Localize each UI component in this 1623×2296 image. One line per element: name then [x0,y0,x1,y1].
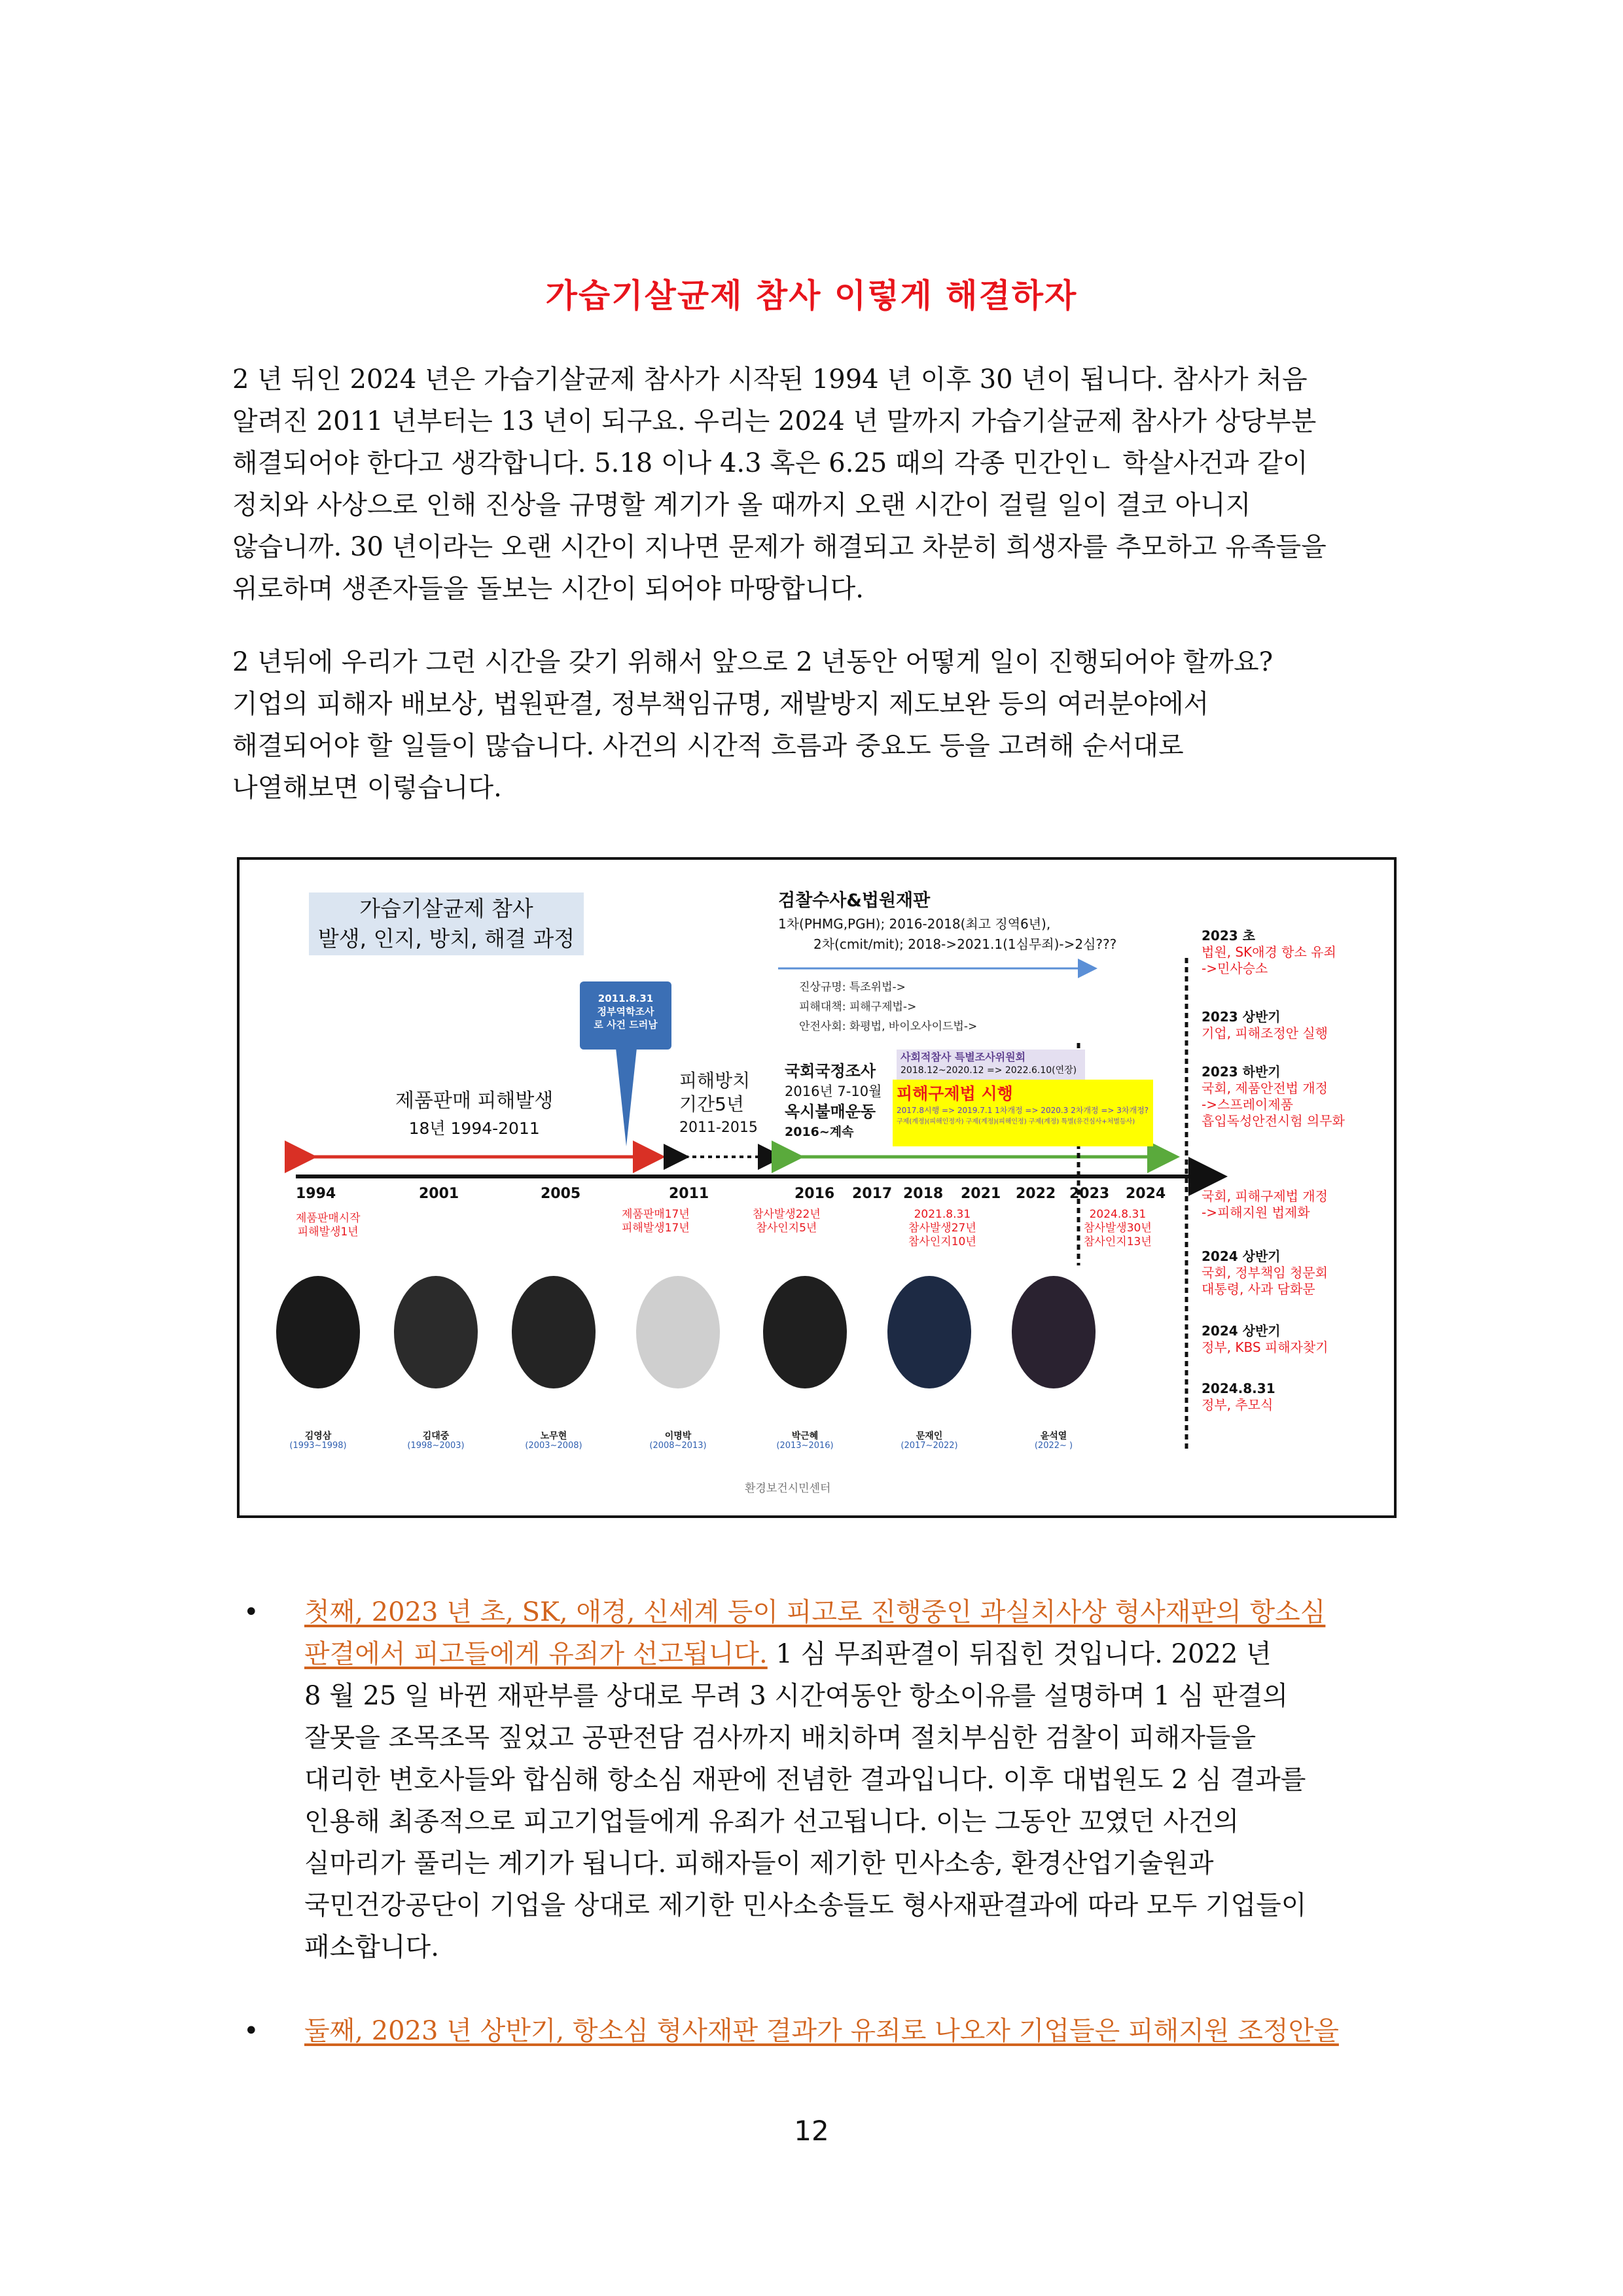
figure-title-line: 가습기살균제 참사 [359,896,533,921]
bullet-body [304,1591,1430,1968]
portrait-image [512,1276,596,1388]
paragraph-line: 2 년 뒤인 2024 년은 가습기살균제 참사가 시작된 1994 년 이후 30 년이 됩니다. 참사가 처음 [232,364,1308,395]
trial-title: 검찰수사&법원재판 [778,891,931,911]
president-card [394,1276,478,1388]
sales-label-line: 제품판매 피해발생 [395,1089,554,1112]
sidebar-desc: ->스프레이제품 [1202,1097,1293,1112]
bullet-body [304,2010,1430,2052]
note-line: 참사인지10년 [908,1235,976,1248]
relief-law-box [893,1080,1153,1146]
president-card [887,1276,971,1388]
bullet-symbol: • [243,2016,259,2046]
sidebar-entry [1202,1064,1345,1129]
paragraph-line: 나열해보면 이렇습니다. [232,773,502,803]
year-label: 2016 [794,1186,835,1202]
year-label: 2001 [419,1186,459,1202]
president-card [276,1276,360,1388]
prevent-label-line: 기간5년 [679,1093,744,1115]
bullet-text: 1 심 무죄판결이 뒤집힌 것입니다. 2022 년 [767,1639,1272,1669]
president-card [636,1276,720,1388]
president-card [512,1276,596,1388]
policy-line: 피해대책: 피해구제법-> [799,1000,917,1014]
special-committee-title: 사회적참사 특별조사위원회 [901,1051,1026,1063]
callout-line: 로 사건 드러남 [594,1019,658,1031]
note-line: 2024.8.31 [1089,1208,1147,1221]
policy-line: 진상규명: 특조위법-> [799,981,906,994]
audit-label-line: 2016년 7-10월 [785,1084,882,1099]
sidebar-desc: ->피해지원 법제화 [1202,1205,1310,1220]
paragraph-line: 해결되어야 한다고 생각합니다. 5.18 이나 4.3 혹은 6.25 때의 각종 민간인ㄴ 학살사건과 같이 [232,448,1308,478]
sidebar-period: 2024 상반기 [1202,1248,1281,1264]
bullet-line: 8 월 25 일 바뀐 재판부를 상대로 무려 3 시간여동안 항소이유를 설명하며 1 심 판결의 [304,1681,1289,1711]
paragraph-1 [232,359,1410,610]
page-number: 12 [794,2115,829,2147]
year-note [908,1208,976,1249]
audit-label-line: 2016~계속 [785,1125,854,1139]
year-note [296,1212,361,1239]
prevent-label-line: 2011-2015 [679,1120,758,1136]
president-name: 김대중 [422,1431,450,1441]
trial-line-2: 2차(cmit/mit); 2018->2021.1(1심무죄)->2심??? [813,936,1117,952]
note-line: 피해발생1년 [297,1226,359,1239]
sidebar-period: 2023 상반기 [1202,1009,1281,1025]
audit-label-line: 옥시불매운동 [785,1103,876,1121]
sidebar-desc: 법원, SK애경 항소 유죄 [1202,944,1336,960]
paragraph-line: 알려진 2011 년부터는 13 년이 되구요. 우리는 2024 년 말까지 가습기살균제 참사가 상당부분 [232,406,1317,436]
president-name: 노무현 [540,1431,567,1441]
president-years: (2003~2008) [525,1441,582,1451]
paragraph-2 [232,641,1410,809]
president-years: (2013~2016) [776,1441,834,1451]
sales-label [395,1087,553,1142]
audit-label-line: 국회국정조사 [785,1062,876,1080]
year-note [1084,1208,1152,1249]
year-label: 2024 [1126,1186,1166,1202]
note-line: 참사발생22년 [753,1208,821,1221]
prevent-label [679,1069,758,1140]
audit-label [785,1061,882,1142]
paragraph-line: 위로하며 생존자들을 돌보는 시간이 되어야 마땅합니다. [232,574,865,604]
callout-line: 2011.8.31 [597,993,654,1004]
president-years: (2008~2013) [649,1441,707,1451]
sidebar-desc: 정부, KBS 피해자찾기 [1202,1339,1329,1355]
callout-line: 정부역학조사 [597,1006,654,1017]
paragraph-line: 해결되어야 할 일들이 많습니다. 사건의 시간적 흐름과 중요도 등을 고려해 순서대로 [232,731,1184,761]
sidebar-desc: 국회, 제품안전법 개정 [1202,1080,1328,1096]
sidebar-desc: ->민사승소 [1202,961,1268,976]
relief-law-line: 구제(계정)(피해인정자) 구제(계정)(피해인정) 구제(계정) 특별(유건심사+처벌등사) [897,1118,1135,1125]
timeline-figure [237,857,1397,1518]
president-card [1012,1276,1096,1388]
policy-line: 안전사회: 화평법, 바이오사이드법-> [799,1020,978,1033]
year-label: 2005 [541,1186,581,1202]
sidebar-desc: 정부, 추모식 [1202,1397,1274,1413]
paragraph-line: 정치와 사상으로 인해 진상을 규명할 계기가 올 때까지 오랜 시간이 걸릴 일이 결코 아니지 [232,490,1251,520]
president-name: 이명박 [664,1431,692,1441]
sales-label-line: 18년 1994-2011 [408,1119,540,1138]
sidebar-period: 2023 초 [1202,928,1255,944]
paragraph-line: 2 년뒤에 우리가 그런 시간을 갖기 위해서 앞으로 2 년동안 어떻게 일이 진행되어야 할까요? [232,647,1274,677]
note-line: 피해발생17년 [622,1222,690,1235]
president-name: 김영삼 [304,1431,332,1441]
president-name: 문재인 [916,1431,943,1441]
figure-title-box [309,892,584,955]
bullet-line [304,1633,1430,1675]
year-label: 2021 [961,1186,1001,1202]
bullet-line: 국민건강공단이 기업을 상대로 제기한 민사소송들도 형사재판결과에 따라 모두 기업들이 [304,1890,1307,1920]
year-label: 2011 [669,1186,709,1202]
note-line: 참사인지5년 [756,1222,817,1235]
callout-2011 [580,981,671,1050]
bullet-line: 실마리가 풀리는 계기가 됩니다. 피해자들이 제기한 민사소송, 환경산업기술원과 [304,1848,1214,1879]
sidebar-entry [1202,1323,1329,1356]
bullet-line: 잘못을 조목조목 짚었고 공판전담 검사까지 배치하며 절치부심한 검찰이 피해자들을 [304,1723,1257,1753]
sidebar-entry [1202,1248,1328,1298]
year-label: 2022 [1016,1186,1056,1202]
sidebar-desc: 국회, 피해구제법 개정 [1202,1188,1328,1204]
paragraph-line: 않습니까. 30 년이라는 오랜 시간이 지나면 문제가 해결되고 차분히 희생자를 추모하고 유족들을 [232,532,1327,562]
note-line: 참사발생30년 [1084,1222,1152,1235]
portrait-image [887,1276,971,1388]
sidebar-entry [1202,1188,1328,1221]
president-card [763,1276,847,1388]
page-title: 가습기살균제 참사 이렇게 해결하자 [545,277,1078,315]
year-label: 2017 [852,1186,893,1202]
president-name: 윤석열 [1040,1431,1067,1441]
year-label: 1994 [296,1186,336,1202]
portrait-image [636,1276,720,1388]
portrait-image [1012,1276,1096,1388]
paragraph-line: 기업의 피해자 배보상, 법원판결, 정부책임규명, 재발방지 제도보완 등의 여러분야에서 [232,689,1209,719]
note-line: 참사발생27년 [908,1222,976,1235]
bullet-line [304,2010,1430,2052]
sidebar-desc: 국회, 정부책임 청문회 [1202,1265,1328,1280]
note-line: 제품판매시작 [296,1212,361,1225]
special-committee-dates: 2018.12~2020.12 => 2022.6.10(연장) [901,1065,1077,1076]
portrait-image [763,1276,847,1388]
sidebar-desc: 대통령, 사과 담화문 [1202,1281,1315,1297]
sidebar-desc: 흡입독성안전시험 의무화 [1202,1113,1345,1129]
figure-title-line: 발생, 인지, 방치, 해결 과정 [317,926,575,951]
sidebar-period: 2023 하반기 [1202,1064,1281,1080]
year-note [753,1208,821,1235]
note-line: 2021.8.31 [914,1208,971,1221]
prevent-label-line: 피해방치 [679,1070,751,1091]
note-line: 제품판매17년 [622,1208,690,1221]
bullet-line: 대리한 변호사들와 합심해 항소심 재판에 전념한 결과입니다. 이후 대법원도 2 심 결과를 [304,1765,1306,1795]
portrait-image [276,1276,360,1388]
president-name: 박근혜 [791,1431,819,1441]
bullet-line: 패소합니다. [304,1932,439,1962]
sidebar-entry [1202,1381,1275,1413]
note-line: 참사인지13년 [1084,1235,1152,1248]
sidebar-period: 2024 상반기 [1202,1323,1281,1339]
figure-credit: 환경보건시민센터 [745,1482,831,1495]
bullet-line [304,1591,1430,1633]
sidebar-period: 2024.8.31 [1202,1381,1275,1396]
year-label: 2023 [1069,1186,1110,1202]
trial-line-1: 1차(PHMG,PGH); 2016-2018(최고 징역6년), [778,916,1051,932]
bullet-line: 인용해 최종적으로 피고기업들에게 유죄가 선고됩니다. 이는 그동안 꼬였던 사건의 [304,1807,1240,1837]
relief-law-line: 2017.8시행 => 2019.7.1 1차개정 => 2020.3 2차개정 => 3차개정? [897,1106,1149,1115]
president-years: (2022~ ) [1034,1441,1073,1451]
highlighted-text: 둘째, 2023 년 상반기, 항소심 형사재판 결과가 유죄로 나오자 기업들은 피해지원 조정안을 [304,2016,1339,2046]
sidebar-entry [1202,928,1336,977]
sidebar-entry [1202,1009,1328,1042]
callout-pointer [616,1048,637,1146]
special-committee-box [897,1050,1085,1080]
president-years: (1998~2003) [407,1441,465,1451]
highlighted-text: 첫째, 2023 년 초, SK, 애경, 신세계 등이 피고로 진행중인 과실치사상 형사재판의 항소심 [304,1597,1326,1627]
highlighted-text: 판결에서 피고들에게 유죄가 선고됩니다. [304,1639,768,1669]
portrait-image [394,1276,478,1388]
bullet-symbol: • [243,1597,259,1627]
year-note [622,1208,690,1235]
sidebar-desc: 기업, 피해조정안 실행 [1202,1025,1328,1041]
president-years: (2017~2022) [901,1441,958,1451]
president-years: (1993~1998) [289,1441,347,1451]
year-label: 2018 [903,1186,944,1202]
relief-law-title: 피해구제법 시행 [897,1084,1013,1103]
